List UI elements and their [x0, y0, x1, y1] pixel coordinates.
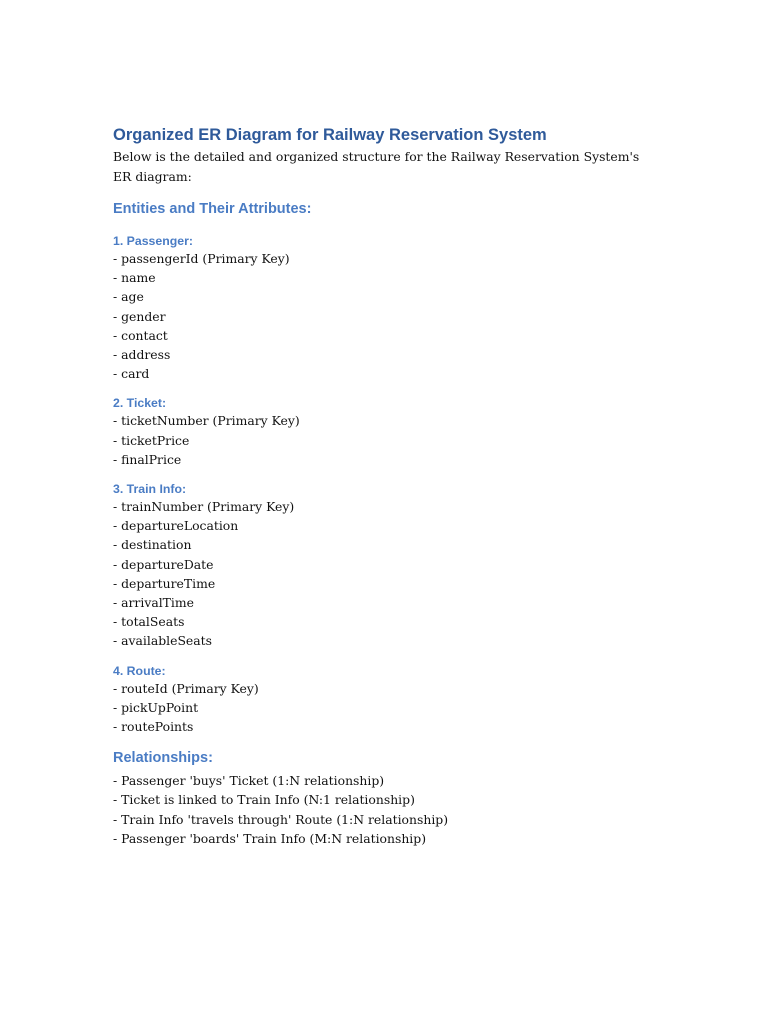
list-item: - totalSeats — [113, 614, 185, 630]
attribute-list-passenger — [113, 249, 653, 383]
list-item: - departureTime — [113, 575, 216, 591]
entity-heading-passenger: 1. Passenger: — [113, 234, 193, 248]
list-item: - routeId (Primary Key) — [113, 680, 259, 696]
list-item: - arrivalTime — [113, 595, 194, 611]
document-title: Organized ER Diagram for Railway Reservation System — [113, 126, 547, 144]
attribute-list-train-info — [113, 497, 653, 651]
entity-section-train-info — [113, 481, 653, 651]
list-item: - finalPrice — [113, 451, 182, 467]
entity-section-passenger — [113, 233, 653, 383]
list-item: - destination — [113, 537, 192, 553]
list-item: - Ticket is linked to Train Info (N:1 relationship) — [113, 792, 415, 808]
list-item: - age — [113, 289, 144, 305]
list-item: - passengerId (Primary Key) — [113, 251, 290, 266]
document-page — [113, 125, 653, 848]
relationships-heading: Relationships: — [113, 750, 213, 767]
list-item: - Passenger 'buys' Ticket (1:N relationship) — [113, 773, 385, 789]
entities-heading: Entities and Their Attributes: — [113, 201, 312, 217]
list-item: - routePoints — [113, 719, 194, 735]
attribute-list-route — [113, 679, 653, 737]
list-item: - card — [113, 366, 150, 382]
entity-heading-ticket: 2. Ticket: — [113, 396, 167, 411]
attribute-list-ticket — [113, 411, 653, 469]
list-item: - availableSeats — [113, 633, 212, 649]
list-item: - ticketNumber (Primary Key) — [113, 413, 300, 429]
list-item: - gender — [113, 308, 166, 324]
entity-section-route — [113, 663, 653, 737]
list-item: - Train Info 'travels through' Route (1:N relationship) — [113, 811, 449, 827]
list-item: - Passenger 'boards' Train Info (M:N relationship) — [113, 830, 427, 846]
list-item: - trainNumber (Primary Key) — [113, 499, 295, 515]
relationship-list — [113, 771, 653, 848]
list-item: - departureLocation — [113, 518, 239, 534]
intro-paragraph: Below is the detailed and organized structure for the Railway Reservation System's ER diagram: — [113, 149, 640, 184]
list-item: - address — [113, 347, 171, 363]
list-item: - name — [113, 270, 156, 286]
entity-heading-route: 4. Route: — [113, 663, 166, 678]
entity-heading-train-info: 3. Train Info: — [113, 482, 187, 497]
list-item: - contact — [113, 327, 168, 343]
list-item: - departureDate — [113, 556, 214, 572]
list-item: - pickUpPoint — [113, 699, 199, 715]
list-item: - ticketPrice — [113, 432, 190, 448]
entity-section-ticket — [113, 395, 653, 469]
